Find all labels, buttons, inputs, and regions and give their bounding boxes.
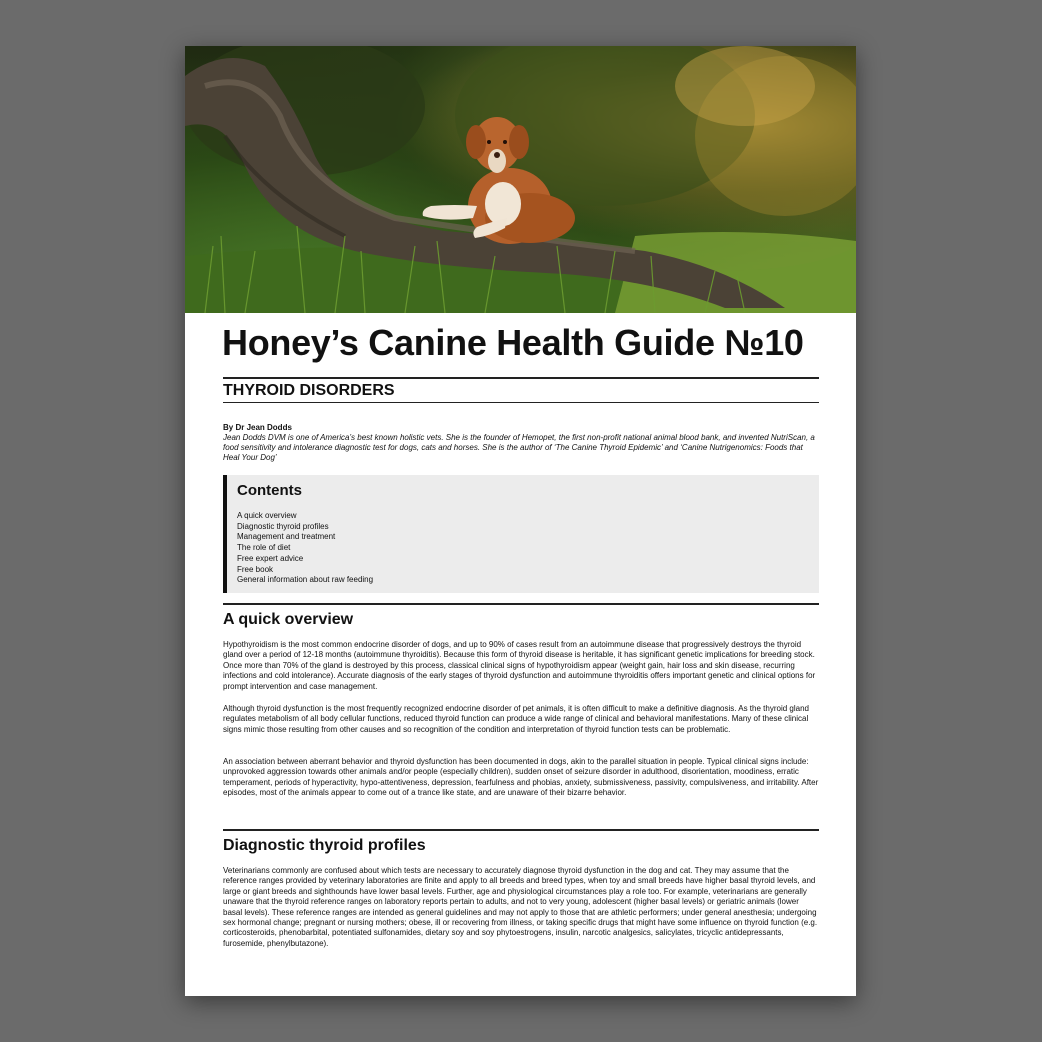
contents-item[interactable]: Diagnostic thyroid profiles [237, 521, 329, 531]
guide-title: Honey’s Canine Health Guide №10 [222, 322, 804, 363]
contents-heading: Contents [237, 482, 302, 499]
overview-paragraph: An association between aberrant behavior and thyroid dysfunction has been documented in dogs, akin to the parallel situation in people. Typical clinical signs include: unprovoked aggression towards other animals and/or people (especially children), sudden onset of seizure disorder in adulthood, disorientation, moodiness, erratic temperament, periods of hyperactivity, hypo-attentiveness, depression, fearfulness and phobias, anxiety, submissiveness, passivity, compulsiveness, and irritability. After episodes, most of the animals appear to come out of a trance like state, and are unaware of their bizarre behavior. [223, 757, 819, 798]
overview-paragraph: Although thyroid dysfunction is the most frequently recognized endocrine disorder of pet animals, it is often difficult to make a definitive diagnosis. As the thyroid gland regulates metabolism of all body cellular functions, reduced thyroid function can produce a wide range of clinical and behavioral manifestations. Many of these clinical signs mimic those resulting from other causes and so recognition of the condition and interpretation of thyroid function tests can be problematic. [223, 704, 809, 734]
contents-box [223, 475, 819, 593]
contents-item[interactable]: Management and treatment [237, 532, 336, 542]
contents-item[interactable]: The role of diet [237, 543, 291, 553]
contents-item[interactable]: Free book [237, 564, 274, 574]
contents-list [237, 511, 373, 586]
contents-item[interactable]: General information about raw feeding [237, 575, 374, 585]
subtitle-divider [223, 402, 819, 403]
topic-subtitle: THYROID DISORDERS [223, 382, 395, 399]
overview-paragraph: Hypothyroidism is the most common endocrine disorder of dogs, and up to 90% of cases result from an autoimmune disease that progressively destroys the thyroid gland over a period of 12-18 months (autoimmune thyroiditis). Because this form of thyroid disease is heritable, it has significant genetic implications for breeding stock. Once more than 70% of the gland is destroyed by this process, classical clinical signs of hypothyroidism appear (weight gain, hair loss and skin disease, recurring infections and cold intolerance). Accurate diagnosis of the early stages of thyroid dysfunction and autoimmune thyroiditis offers important genetic and clinical options for prompt intervention and case management. [223, 640, 816, 691]
diagnostic-heading: Diagnostic thyroid profiles [223, 837, 426, 854]
diagnostic-paragraph: Veterinarians commonly are confused about which tests are necessary to accurately diagnose thyroid dysfunction in the dog and cat. They may assume that the reference ranges provided by veterinary laboratories are finite and apply to all breeds and breed types, when toy and small breeds have higher basal thyroid levels, and large or giant breeds and sighthounds have lower basal levels. Further, age and physiological circumstances play a role too. For example, veterinarians are generally unaware that the thyroid reference ranges on laboratory reports pertain to adults, and not to very young, adolescent (higher basal levels) or geriatric animals (lower basal levels). These reference ranges are intended as general guidelines and may not apply to those that are athletic performers; under general anesthesia; undergoing sex hormonal change; pregnant or nursing mothers; obese, ill or recovering from illness, or taking specific drugs that might have some influence on thyroid function (e.g. corticosteroids, phenobarbital, potentiated sulfonamides, dietary soy and soy phytoestrogens, insulin, narcotic analgesics, salicylates, tricyclic antidepressants, furosemide, phenylbutazone). [223, 866, 818, 948]
contents-item[interactable]: Free expert advice [237, 553, 304, 563]
author-name: By Dr Jean Dodds [223, 423, 292, 432]
author-bio: Jean Dodds DVM is one of America’s best known holistic vets. She is the founder of Hemopet, the first non-profit national animal blood bank, and invented NutriScan, a food sensitivity and intolerance diagnostic test for dogs, cats and horses. She is the author of ‘The Canine Thyroid Epidemic’ and ‘Canine Nutrigenomics: Foods that Heal Your Dog’ [223, 433, 815, 462]
author-byline [223, 423, 819, 463]
contents-item[interactable]: A quick overview [237, 511, 297, 520]
diagnostic-divider [223, 829, 819, 831]
contents-accent-bar [223, 475, 227, 593]
document-page [185, 46, 856, 996]
hero-photo-dog-on-log [185, 46, 856, 313]
hero-illustration [185, 46, 856, 313]
overview-divider [223, 603, 819, 605]
title-divider [223, 377, 819, 379]
overview-heading: A quick overview [223, 611, 354, 628]
